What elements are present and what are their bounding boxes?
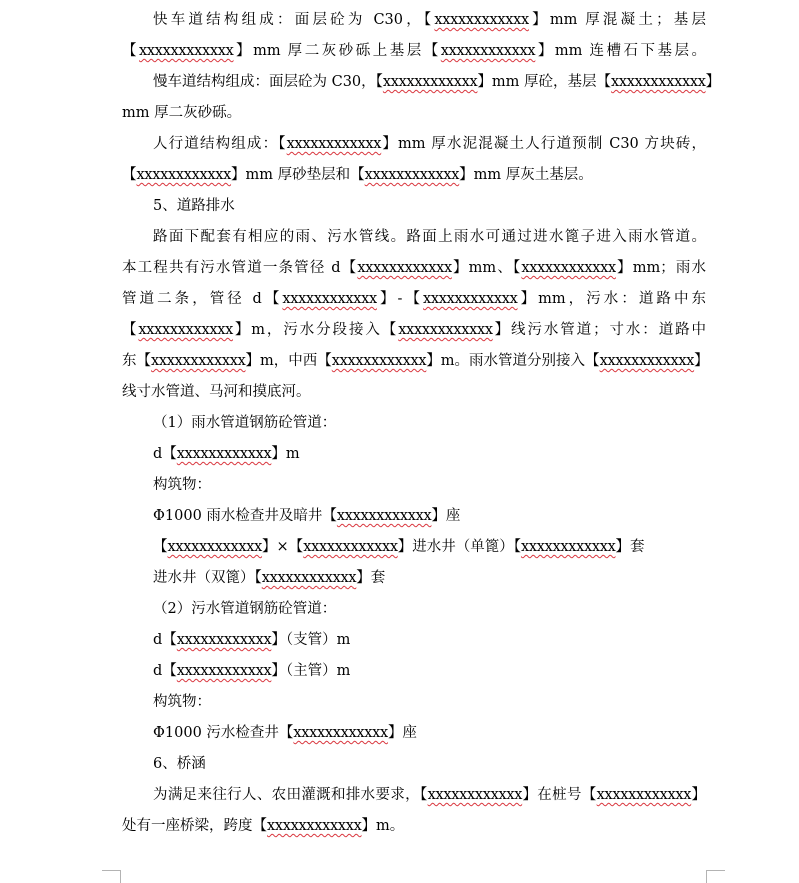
text-line xyxy=(122,36,706,67)
placeholder-blank: xxxxxxxxxxxx xyxy=(176,663,272,679)
placeholder-blank: xxxxxxxxxxxx xyxy=(364,167,460,183)
text-segment: 】mm；雨水 xyxy=(615,260,707,276)
placeholder-blank: xxxxxxxxxxxx xyxy=(520,539,616,555)
text-line xyxy=(122,222,706,253)
placeholder-blank: xxxxxxxxxxxx xyxy=(151,353,246,369)
placeholder-blank: xxxxxxxxxxxx xyxy=(293,725,388,741)
placeholder-blank: xxxxxxxxxxxx xyxy=(303,539,398,555)
placeholder-blank: xxxxxxxxxxxx xyxy=(440,43,536,59)
text-segment: 】座 xyxy=(387,725,417,741)
placeholder-blank: xxxxxxxxxxxx xyxy=(521,260,616,276)
text-segment: 线寸水管道、马河和摸底河。 xyxy=(122,384,311,400)
placeholder-blank: xxxxxxxxxxxx xyxy=(176,632,272,648)
text-segment: 】mm 厚灰土基层。 xyxy=(459,167,593,183)
text-segment: mm 厚二灰砂砾。 xyxy=(122,105,242,121)
text-segment: d【 xyxy=(153,663,177,679)
text-line xyxy=(122,470,706,501)
placeholder-blank: xxxxxxxxxxxx xyxy=(382,74,478,90)
text-segment: 【 xyxy=(122,322,139,338)
placeholder-blank: xxxxxxxxxxxx xyxy=(331,353,427,369)
placeholder-blank: xxxxxxxxxxxx xyxy=(167,539,263,555)
text-segment: d【 xyxy=(153,446,177,462)
placeholder-blank: xxxxxxxxxxxx xyxy=(139,43,234,59)
text-segment: 】 xyxy=(691,787,707,803)
text-segment: 】m xyxy=(271,446,300,462)
text-line xyxy=(122,5,706,36)
text-segment: 】mm 厚混凝土；基层 xyxy=(528,12,707,28)
text-segment: 】m。雨水管道分别接入【 xyxy=(426,353,600,369)
placeholder-blank: xxxxxxxxxxxx xyxy=(596,787,692,803)
text-line xyxy=(122,191,706,222)
placeholder-blank: xxxxxxxxxxxx xyxy=(427,787,523,803)
text-line xyxy=(122,780,706,811)
text-segment: d【 xyxy=(153,632,177,648)
text-segment: 】（主管）m xyxy=(271,663,351,679)
text-segment: 】（支管）m xyxy=(271,632,351,648)
placeholder-blank: xxxxxxxxxxxx xyxy=(434,12,529,28)
text-segment: 进水井（双篦）【 xyxy=(153,570,262,586)
text-segment: 】mm 厚砼，基层【 xyxy=(477,74,612,90)
text-segment: 快车道结构组成：面层砼为 C30，【 xyxy=(153,12,435,28)
text-line xyxy=(122,346,709,377)
placeholder-blank: xxxxxxxxxxxx xyxy=(267,818,362,834)
text-line xyxy=(122,625,706,656)
text-line xyxy=(122,160,706,191)
text-segment: 】mm 厚水泥混凝土人行道预制 C30 方块砖， xyxy=(381,136,707,152)
text-segment: 6、桥涵 xyxy=(153,756,206,772)
text-segment: 】×【 xyxy=(262,539,304,555)
text-segment: 】m。 xyxy=(361,818,405,834)
text-segment: Φ1000 雨水检查井及暗井【 xyxy=(153,508,337,524)
text-segment: （2）污水管道钢筋砼管道： xyxy=(153,601,337,617)
text-segment: 5、道路排水 xyxy=(153,198,235,214)
text-segment: 】mm、【 xyxy=(451,260,522,276)
placeholder-blank: xxxxxxxxxxxx xyxy=(398,322,493,338)
text-segment: 东【 xyxy=(122,353,151,369)
text-segment: 管道二条，管径 d【 xyxy=(122,291,283,307)
text-segment: 】线污水管道；寸水：道路中 xyxy=(492,322,707,338)
text-segment: 【 xyxy=(153,539,168,555)
text-segment: 】mm 连槽石下基层。 xyxy=(535,43,707,59)
placeholder-blank: xxxxxxxxxxxx xyxy=(599,353,695,369)
page-corner-mark-left xyxy=(102,870,121,883)
text-segment: 】 xyxy=(705,74,721,90)
text-line xyxy=(122,439,706,470)
text-segment: 】进水井（单篦）【 xyxy=(397,539,521,555)
text-line xyxy=(122,408,706,439)
placeholder-blank: xxxxxxxxxxxx xyxy=(336,508,432,524)
text-line xyxy=(122,284,706,315)
page-corner-mark-right xyxy=(706,870,725,883)
placeholder-blank: xxxxxxxxxxxx xyxy=(611,74,706,90)
text-line xyxy=(122,532,706,563)
placeholder-blank: xxxxxxxxxxxx xyxy=(357,260,452,276)
text-segment: 】-【 xyxy=(376,291,423,307)
text-line xyxy=(122,811,706,842)
placeholder-blank: xxxxxxxxxxxx xyxy=(176,446,272,462)
text-segment: 】mm 厚二灰砂砾上基层【 xyxy=(233,43,441,59)
placeholder-blank: xxxxxxxxxxxx xyxy=(261,570,357,586)
text-line xyxy=(122,501,706,532)
text-segment: Φ1000 污水检查井【 xyxy=(153,725,294,741)
placeholder-blank: xxxxxxxxxxxx xyxy=(423,291,518,307)
text-segment: 】mm 厚砂垫层和【 xyxy=(231,167,365,183)
text-segment: 构筑物： xyxy=(153,477,211,493)
text-line xyxy=(122,687,706,718)
placeholder-blank: xxxxxxxxxxxx xyxy=(136,167,232,183)
placeholder-blank: xxxxxxxxxxxx xyxy=(138,322,233,338)
text-segment: 】m，中西【 xyxy=(245,353,332,369)
text-segment: 慢车道结构组成：面层砼为 C30，【 xyxy=(153,74,383,90)
text-segment: 本工程共有污水管道一条管径 d【 xyxy=(122,260,358,276)
text-segment: 】座 xyxy=(431,508,461,524)
text-segment: 】在桩号【 xyxy=(522,787,597,803)
text-line xyxy=(122,749,706,780)
text-line xyxy=(122,67,721,98)
text-line xyxy=(122,129,706,160)
text-line xyxy=(122,563,706,594)
text-segment: （1）雨水管道钢筋砼管道： xyxy=(153,415,337,431)
placeholder-blank: xxxxxxxxxxxx xyxy=(286,136,382,152)
placeholder-blank: xxxxxxxxxxxx xyxy=(282,291,377,307)
text-segment: 】mm，污水：道路中东 xyxy=(517,291,707,307)
text-line xyxy=(122,253,706,284)
document-body xyxy=(122,5,721,842)
text-segment: 】套 xyxy=(356,570,386,586)
text-line xyxy=(122,718,706,749)
text-segment: 】 xyxy=(694,353,709,369)
text-segment: 人行道结构组成：【 xyxy=(153,136,287,152)
text-line xyxy=(122,594,706,625)
text-segment: 】套 xyxy=(615,539,645,555)
text-segment: 】m，污水分段接入【 xyxy=(232,322,399,338)
text-line xyxy=(122,315,706,346)
text-segment: 【 xyxy=(122,43,140,59)
text-segment: 【 xyxy=(122,167,137,183)
text-segment: 处有一座桥梁，跨度【 xyxy=(122,818,267,834)
text-line xyxy=(122,98,706,129)
text-segment: 为满足来往行人、农田灌溉和排水要求，【 xyxy=(153,787,428,803)
text-line xyxy=(122,377,706,408)
text-segment: 路面下配套有相应的雨、污水管线。路面上雨水可通过进水篦子进入雨水管道。 xyxy=(153,229,706,245)
text-line xyxy=(122,656,706,687)
text-segment: 构筑物： xyxy=(153,694,211,710)
